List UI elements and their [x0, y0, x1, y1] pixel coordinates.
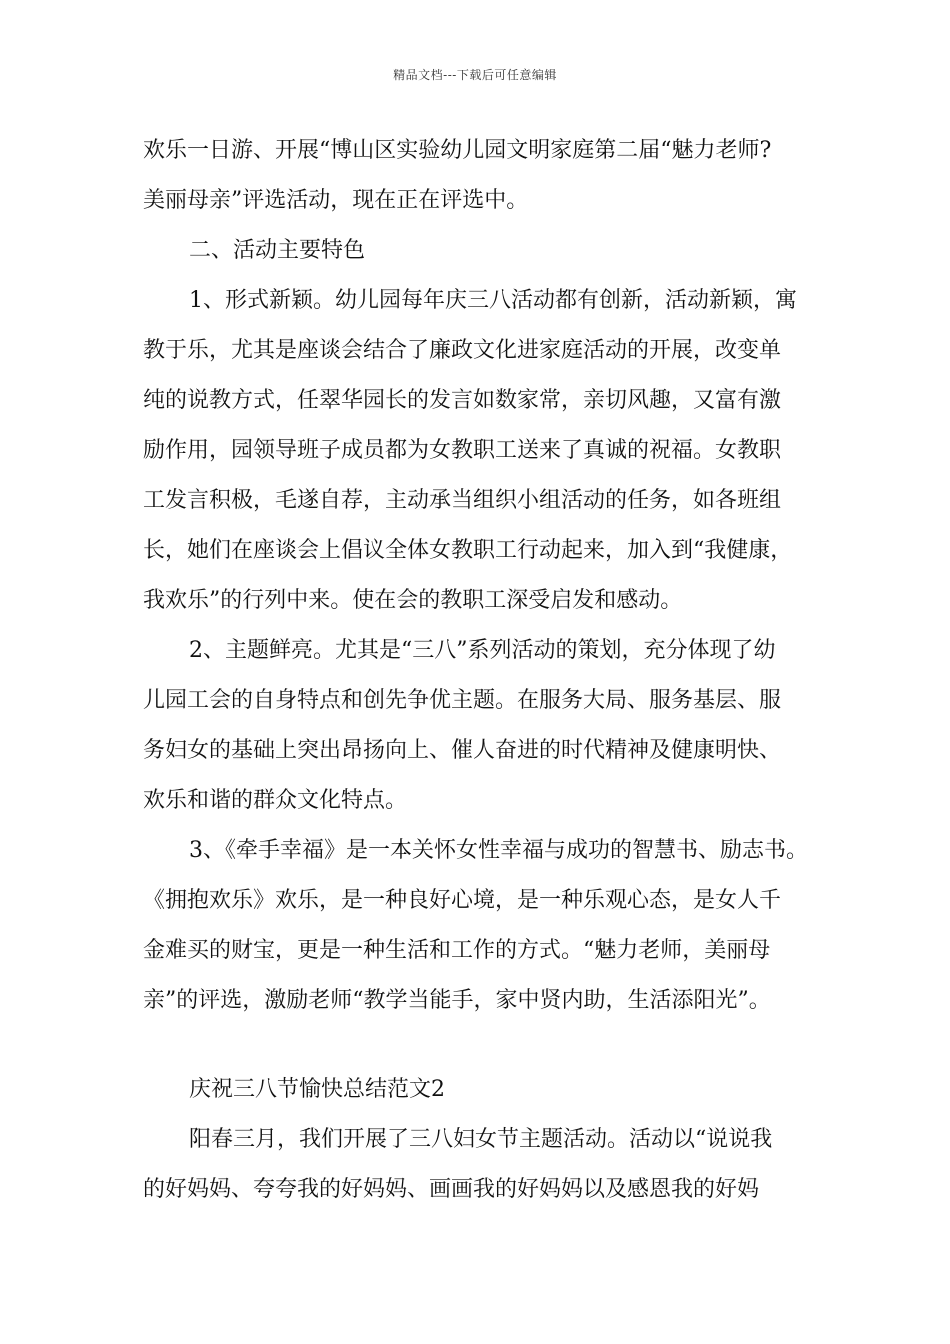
text-line: 长，她们在座谈会上倡议全体女教职工行动起来，加入到“我健康，: [143, 538, 793, 563]
text-line: 美丽母亲”评选活动，现在正在评选中。: [143, 188, 529, 213]
section-heading: [143, 226, 811, 276]
text-line: 1、形式新颖。幼儿园每年庆三八活动都有创新，活动新颖，寓: [189, 288, 797, 313]
paragraph-continuation: [143, 126, 811, 226]
section-title: [143, 1065, 811, 1115]
text-line: 教于乐，尤其是座谈会结合了廉政文化进家庭活动的开展，改变单: [143, 338, 782, 363]
document-body: [143, 126, 811, 1215]
text-line: 3、《牵手幸福》是一本关怀女性幸福与成功的智慧书、励志书。: [189, 838, 808, 863]
text-line: 励作用，园领导班子成员都为女教职工送来了真诚的祝福。女教职: [143, 438, 782, 463]
title-text: 庆祝三八节愉快总结范文2: [189, 1077, 445, 1102]
text-line: 务妇女的基础上突出昂扬向上、催人奋进的时代精神及健康明快、: [143, 738, 782, 763]
paragraph-section2-intro: [143, 1115, 811, 1215]
text-line: 纯的说教方式，任翠华园长的发言如数家常，亲切风趣，又富有激: [143, 388, 782, 413]
heading-text: 二、活动主要特色: [189, 238, 366, 263]
text-line: 的好妈妈、夸夸我的好妈妈、画画我的好妈妈以及感恩我的好妈: [143, 1177, 760, 1202]
paragraph-feature-2: [143, 626, 811, 826]
page-header: 精品文档---下载后可任意编辑: [393, 68, 557, 82]
paragraph-feature-1: [143, 276, 811, 626]
text-line: 阳春三月，我们开展了三八妇女节主题活动。活动以“说说我: [189, 1127, 773, 1152]
text-line: 儿园工会的自身特点和创先争优主题。在服务大局、服务基层、服: [143, 688, 782, 713]
text-line: 我欢乐”的行列中来。使在会的教职工深受启发和感动。: [143, 588, 683, 613]
text-line: 工发言积极，毛遂自荐，主动承当组织小组活动的任务，如各班组: [143, 488, 782, 513]
paragraph-feature-3: [143, 826, 811, 1026]
text-line: 亲”的评选，激励老师“教学当能手，家中贤内助，生活添阳光”。: [143, 988, 771, 1013]
text-line: 欢乐一日游、开展“博山区实验幼儿园文明家庭第二届“魅力老师?: [143, 138, 772, 163]
text-line: 欢乐和谐的群众文化特点。: [143, 788, 408, 813]
text-line: 《拥抱欢乐》欢乐，是一种良好心境，是一种乐观心态，是女人千: [143, 888, 782, 913]
text-line: 金难买的财宝，更是一种生活和工作的方式。“魅力老师，美丽母: [143, 938, 771, 963]
section-spacer: [143, 1026, 811, 1065]
text-line: 2、主题鲜亮。尤其是“三八”系列活动的策划，充分体现了幼: [189, 638, 776, 663]
